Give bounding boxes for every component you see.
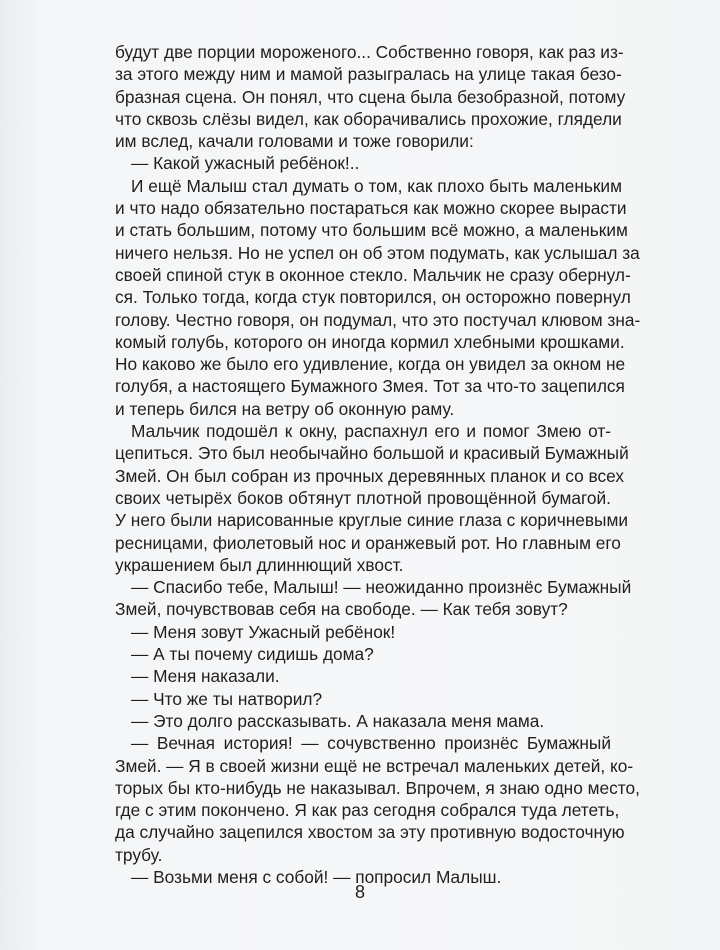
text-line: трубу. (115, 844, 163, 865)
text-line: — Какой ужасный ребёнок!.. (131, 153, 360, 174)
text-line: за этого между ним и мамой разыгралась на улице такая безо- (115, 64, 622, 85)
text-line: — Что же ты натворил? (131, 688, 323, 709)
text-line: Но каково же было его удивление, когда он увидел за окном не (115, 354, 626, 375)
text-line: украшением был длиннющий хвост. (115, 554, 404, 575)
text-line: — А ты почему сидишь дома? (131, 644, 374, 665)
text-line: ресницами, фиолетовый нос и оранжевый рот. Но главным его (115, 532, 621, 553)
text-line: что сквозь слёзы видел, как оборачивались прохожие, глядели (115, 108, 622, 129)
text-line: Мальчик подошёл к окну, распахнул его и помог Змею от- (131, 421, 611, 442)
text-line: голову. Честно говоря, он подумал, что это постучал клювом зна- (115, 309, 641, 330)
page-number: 8 (354, 882, 365, 902)
body-text (115, 41, 641, 888)
text-line: бразная сцена. Он понял, что сцена была безобразной, потому (115, 86, 626, 107)
text-line: ся. Только тогда, когда стук повторился, он осторожно повернул (115, 287, 631, 308)
text-line: — Меня зовут Ужасный ребёнок! (131, 621, 396, 642)
text-line: торых бы кто-нибудь не наказывал. Впрочем, я знаю одно место, (115, 777, 640, 798)
text-line: — Вечная история! — сочувственно произнёс Бумажный (131, 733, 611, 754)
text-line: ничего нельзя. Но не успел он об этом подумать, как услышал за (115, 242, 640, 263)
text-line: своих четырёх боков обтянут плотной провощённой бумагой. (115, 487, 611, 508)
text-line: И ещё Малыш стал думать о том, как плохо быть маленьким (131, 175, 622, 196)
text-line: и стать большим, потому что большим всё можно, а маленьким (115, 220, 628, 241)
text-line: своей спиной стук в оконное стекло. Мальчик не сразу обернул- (115, 264, 631, 285)
text-line: У него были нарисованные круглые синие глаза с коричневыми (115, 510, 628, 531)
text-line: голубя, а настоящего Бумажного Змея. Тот за что-то зацепился (115, 376, 625, 397)
text-line: будут две порции мороженого... Собственно говоря, как раз из- (115, 42, 624, 62)
text-line: комый голубь, которого он иногда кормил хлебными крошками. (115, 331, 625, 352)
text-line: — Спасибо тебе, Малыш! — неожиданно произнёс Бумажный (131, 577, 632, 598)
text-line: цепиться. Это был необычайно большой и красивый Бумажный (115, 443, 629, 464)
text-line: да случайно зацепился хвостом за эту противную водосточную (115, 822, 625, 843)
text-line: Змей, почувствовав себя на свободе. — Как тебя зовут? (115, 599, 568, 620)
text-line: Змей. — Я в своей жизни ещё не встречал маленьких детей, ко- (115, 755, 634, 776)
text-line: — Это долго рассказывать. А наказала меня мама. (131, 710, 545, 731)
text-line: им вслед, качали головами и тоже говорили: (115, 131, 474, 152)
text-line: где с этим покончено. Я как раз сегодня собрался туда лететь, (115, 800, 620, 821)
text-line: — Возьми меня с собой! — попросил Малыш. (131, 866, 502, 887)
text-line: — Меня наказали. (131, 666, 280, 687)
text-line: Змей. Он был собран из прочных деревянных планок и со всех (115, 465, 625, 486)
text-line: и что надо обязательно постараться как можно скорее вырасти (115, 198, 627, 219)
text-line: и теперь бился на ветру об оконную раму. (115, 398, 455, 419)
